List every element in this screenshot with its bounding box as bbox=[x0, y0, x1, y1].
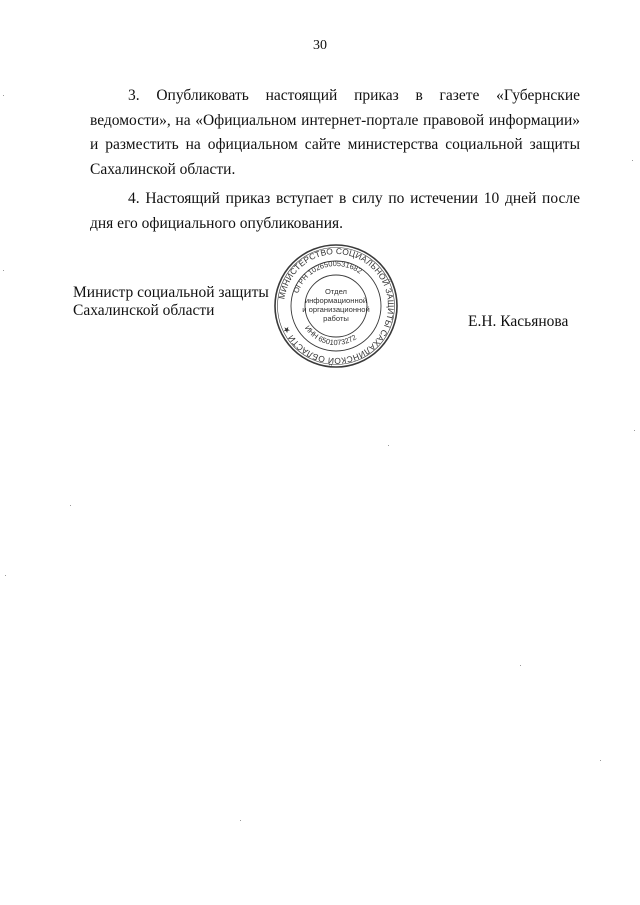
seal-center-line1: Отдел bbox=[325, 287, 347, 296]
page-number: 30 bbox=[313, 38, 327, 53]
signatory-position-line2: Сахалинской области bbox=[73, 302, 215, 319]
scan-noise-speck bbox=[70, 505, 71, 506]
paragraph-4 bbox=[90, 187, 580, 236]
scan-noise-speck bbox=[3, 95, 4, 96]
scan-noise-speck bbox=[634, 430, 635, 431]
official-seal-stamp bbox=[272, 242, 400, 370]
scan-noise-speck bbox=[600, 760, 601, 761]
signatory-name: Е.Н. Касьянова bbox=[468, 313, 569, 330]
scan-noise-speck bbox=[240, 820, 241, 821]
seal-ogrn-text: ОГРН 1026500531682 bbox=[291, 258, 364, 295]
seal-center-line2: информационной bbox=[304, 296, 368, 305]
seal-outer-ring-text: МИНИСТЕРСТВО СОЦИАЛЬНОЙ ЗАЩИТЫ САХАЛИНСКОЙ ОБЛАСТИ ★ bbox=[276, 245, 397, 367]
paragraph-3-text: 3. Опубликовать настоящий приказ в газете «Губернские ведомости», на «Официальном интернет-портале правовой информации» и разместить на официальном сайте министерства социальной защиты Сахалинской области. bbox=[90, 87, 580, 178]
scan-noise-speck bbox=[520, 665, 521, 666]
seal-graphic bbox=[272, 242, 400, 370]
signatory-position-line1: Министр социальной защиты bbox=[73, 284, 269, 301]
seal-inn-text: ИНН 6501073272 bbox=[303, 323, 358, 348]
seal-center-line3: и организационной bbox=[302, 305, 370, 314]
seal-center-line4: работы bbox=[323, 314, 349, 323]
scan-noise-speck bbox=[388, 445, 389, 446]
scan-noise-speck bbox=[3, 270, 4, 271]
paragraph-4-text: 4. Настоящий приказ вступает в силу по истечении 10 дней после дня его официального опубликования. bbox=[90, 190, 580, 232]
scan-noise-speck bbox=[5, 575, 6, 576]
scan-noise-speck bbox=[632, 160, 633, 161]
paragraph-3 bbox=[90, 84, 580, 182]
signatory-position bbox=[73, 284, 269, 320]
